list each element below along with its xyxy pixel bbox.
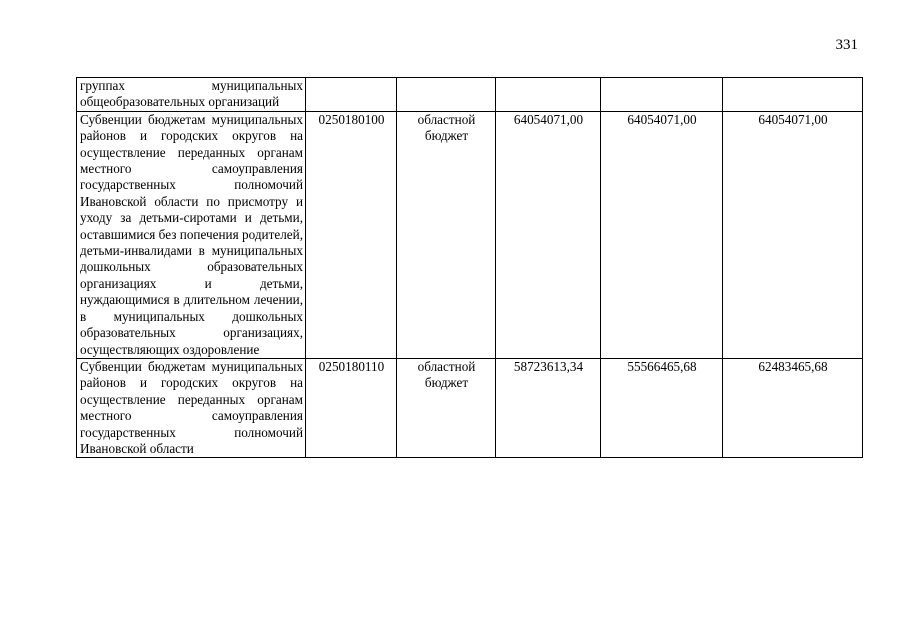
table-row [77,358,863,457]
row-description: Субвенции бюджетам муниципальных районов и городских округов на осуществление переданных органам местного самоуправления государственных полномочий Ивановской области по присмотру и уходу за детьми-сиротами и детьми, оставшимися без попечения родителей, детьми-инвалидами в муниципальных дошкольных образовательных организациях и детьми, нуждающимися в длительном лечении, в муниципальных дошкольных образовательных организациях, осуществляющих оздоровление [77,111,306,358]
row-description: Субвенции бюджетам муниципальных районов и городских округов на осуществление переданных органам местного самоуправления государственных полномочий Ивановской области [77,358,306,457]
row-code: 0250180100 [306,111,397,358]
row-amount-3 [723,78,863,112]
row-amount-3: 64054071,00 [723,111,863,358]
row-amount-2: 64054071,00 [601,111,723,358]
row-code: 0250180110 [306,358,397,457]
row-source [397,78,496,112]
row-amount-1: 64054071,00 [496,111,601,358]
row-source: областной бюджет [397,111,496,358]
row-code [306,78,397,112]
page-number: 331 [835,37,858,53]
row-description: группах муниципальных общеобразовательных организаций [77,78,306,112]
row-amount-3: 62483465,68 [723,358,863,457]
row-source: областной бюджет [397,358,496,457]
row-amount-2 [601,78,723,112]
budget-table [76,77,863,458]
row-amount-1 [496,78,601,112]
row-amount-1: 58723613,34 [496,358,601,457]
table-row [77,111,863,358]
row-amount-2: 55566465,68 [601,358,723,457]
table-row [77,78,863,112]
